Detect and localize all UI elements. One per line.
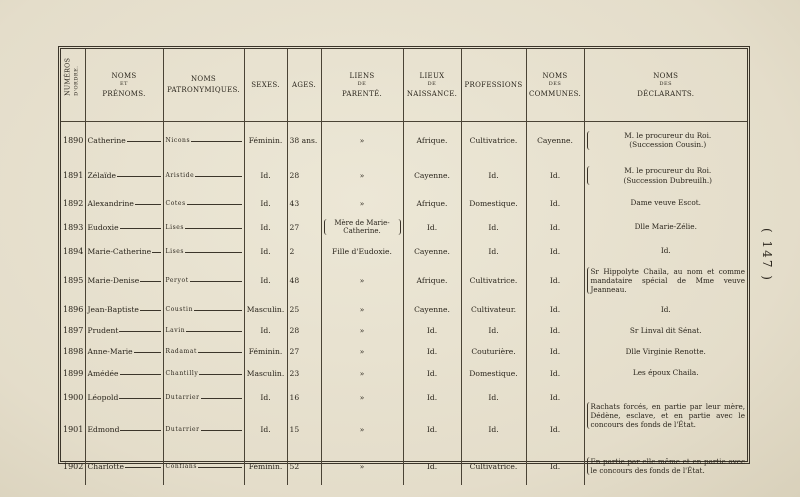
page-number: ( 147 ) bbox=[760, 228, 774, 282]
row-declarant: M. le procureur du Roi. (Succession Dubreuilh.) bbox=[584, 159, 747, 192]
row-naissance: Cayenne. bbox=[403, 159, 461, 192]
row-lien: Mère de Marie-Catherine. bbox=[321, 214, 403, 240]
row-age: 43 bbox=[287, 192, 321, 214]
row-patronyme: Dutarrier bbox=[163, 411, 244, 447]
row-profession: Domestique. bbox=[461, 192, 526, 214]
row-patronyme: Peryot bbox=[163, 262, 244, 299]
row-naissance: Id. bbox=[403, 320, 461, 341]
row-commune: Id. bbox=[526, 159, 584, 192]
row-sexe: Masculin. bbox=[244, 299, 287, 320]
row-age: 2 bbox=[287, 240, 321, 262]
row-naissance: Id. bbox=[403, 411, 461, 447]
row-sexe: Id. bbox=[244, 240, 287, 262]
table-row bbox=[61, 240, 747, 262]
row-commune: Cayenne. bbox=[526, 121, 584, 159]
row-sexe: Id. bbox=[244, 384, 287, 411]
row-lien: » bbox=[321, 262, 403, 299]
row-prenom: Alexandrine bbox=[85, 192, 163, 214]
row-numero: 1902 bbox=[63, 461, 84, 471]
row-profession: Id. bbox=[461, 240, 526, 262]
row-prenom: Eudoxie bbox=[85, 214, 163, 240]
row-patronyme: Lises bbox=[163, 240, 244, 262]
row-patronyme: Nicons bbox=[163, 121, 244, 159]
table-row bbox=[61, 192, 747, 214]
row-declarant: Sr Linval dit Sénat. bbox=[584, 320, 747, 341]
row-age: 28 bbox=[287, 320, 321, 341]
row-sexe: Id. bbox=[244, 411, 287, 447]
table-row bbox=[61, 320, 747, 341]
row-prenom: Zélaïde bbox=[85, 159, 163, 192]
row-declarant-shared: Rachats forcés, en partie par leur mère, Dédène, esclave, et en partie avec le concours des fonds de l'État. bbox=[584, 384, 747, 447]
row-patronyme: Dutarrier bbox=[163, 384, 244, 411]
header-numero: NUMÉROS D'ORDRE. bbox=[61, 49, 85, 121]
row-sexe: Id. bbox=[244, 192, 287, 214]
row-sexe: Féminin. bbox=[244, 447, 287, 485]
row-age: 16 bbox=[287, 384, 321, 411]
header-row bbox=[61, 49, 747, 121]
row-declarant: Id. bbox=[584, 240, 747, 262]
row-age: 52 bbox=[287, 447, 321, 485]
row-commune: Id. bbox=[526, 362, 584, 384]
row-profession: Domestique. bbox=[461, 362, 526, 384]
row-lien: » bbox=[321, 299, 403, 320]
row-patronyme: Aristide bbox=[163, 159, 244, 192]
row-lien: » bbox=[321, 320, 403, 341]
row-lien: Fille d'Eudoxie. bbox=[321, 240, 403, 262]
row-numero: 1891 bbox=[63, 171, 84, 180]
row-profession: Id. bbox=[461, 214, 526, 240]
row-numero: 1900 bbox=[63, 393, 84, 402]
row-prenom: Marie-Catherine bbox=[85, 240, 163, 262]
header-liens: LIENS DE PARENTÉ. bbox=[321, 49, 403, 121]
table-row bbox=[61, 299, 747, 320]
row-numero: 1898 bbox=[63, 347, 84, 356]
row-numero: 1897 bbox=[63, 326, 84, 335]
row-prenom: Prudent bbox=[85, 320, 163, 341]
row-prenom: Charlotte bbox=[85, 447, 163, 485]
row-age: 28 bbox=[287, 159, 321, 192]
header-noms-prenoms: NOMS ET PRÉNOMS. bbox=[85, 49, 163, 121]
row-sexe: Féminin. bbox=[244, 341, 287, 362]
row-lien: » bbox=[321, 192, 403, 214]
row-naissance: Afrique. bbox=[403, 192, 461, 214]
row-declarant: Dlle Virginie Renotte. bbox=[584, 341, 747, 362]
row-commune: Id. bbox=[526, 192, 584, 214]
row-commune: Id. bbox=[526, 320, 584, 341]
row-commune: Id. bbox=[526, 299, 584, 320]
header-communes: NOMS DES COMMUNES. bbox=[526, 49, 584, 121]
table-row bbox=[61, 384, 747, 411]
row-profession: Cultivateur. bbox=[461, 299, 526, 320]
row-numero: 1893 bbox=[63, 222, 84, 232]
row-age: 25 bbox=[287, 299, 321, 320]
row-sexe: Id. bbox=[244, 262, 287, 299]
header-noms-patronymiques: NOMS PATRONYMIQUES. bbox=[163, 49, 244, 121]
table-row bbox=[61, 262, 747, 299]
row-profession: Cultivatrice. bbox=[461, 447, 526, 485]
row-commune: Id. bbox=[526, 341, 584, 362]
row-patronyme: Lises bbox=[163, 214, 244, 240]
row-naissance: Id. bbox=[403, 214, 461, 240]
row-lien: » bbox=[321, 362, 403, 384]
row-prenom: Amédée bbox=[85, 362, 163, 384]
row-sexe: Masculin. bbox=[244, 362, 287, 384]
row-prenom: Edmond bbox=[85, 411, 163, 447]
row-profession: Cultivatrice. bbox=[461, 121, 526, 159]
row-sexe: Id. bbox=[244, 214, 287, 240]
table-row bbox=[61, 447, 747, 485]
row-age: 48 bbox=[287, 262, 321, 299]
row-profession: Id. bbox=[461, 411, 526, 447]
row-age: 15 bbox=[287, 411, 321, 447]
row-patronyme: Lavin bbox=[163, 320, 244, 341]
row-naissance: Afrique. bbox=[403, 121, 461, 159]
row-profession: Couturière. bbox=[461, 341, 526, 362]
row-declarant: Les époux Chaila. bbox=[584, 362, 747, 384]
row-age: 27 bbox=[287, 214, 321, 240]
table-row bbox=[61, 214, 747, 240]
table-row bbox=[61, 362, 747, 384]
row-lien: » bbox=[321, 411, 403, 447]
row-numero: 1899 bbox=[63, 368, 84, 378]
row-declarant: M. le procureur du Roi. (Succession Cousin.) bbox=[584, 121, 747, 159]
row-lien: » bbox=[321, 384, 403, 411]
row-age: 38 ans. bbox=[287, 121, 321, 159]
row-patronyme: Cotes bbox=[163, 192, 244, 214]
row-numero: 1901 bbox=[63, 424, 84, 434]
header-professions: PROFESSIONS bbox=[461, 49, 526, 121]
row-profession: Id. bbox=[461, 320, 526, 341]
register-table bbox=[61, 49, 747, 485]
row-age: 27 bbox=[287, 341, 321, 362]
row-declarant: Dame veuve Escot. bbox=[584, 192, 747, 214]
row-naissance: Id. bbox=[403, 362, 461, 384]
row-commune: Id. bbox=[526, 240, 584, 262]
row-lien: » bbox=[321, 159, 403, 192]
row-patronyme: Coustin bbox=[163, 299, 244, 320]
row-patronyme: Conflans bbox=[163, 447, 244, 485]
row-prenom: Jean-Baptiste bbox=[85, 299, 163, 320]
row-lien: » bbox=[321, 121, 403, 159]
row-patronyme: Chantilly bbox=[163, 362, 244, 384]
row-declarant: Sr Hippolyte Chaila, au nom et comme mandataire spécial de Mme veuve Jeanneau. bbox=[584, 262, 747, 299]
row-naissance: Cayenne. bbox=[403, 299, 461, 320]
row-declarant: En partie par elle-même et en partie avec le concours des fonds de l'État. bbox=[584, 447, 747, 485]
row-prenom: Anne-Marie bbox=[85, 341, 163, 362]
row-numero: 1896 bbox=[63, 305, 84, 314]
row-commune: Id. bbox=[526, 262, 584, 299]
row-naissance: Id. bbox=[403, 384, 461, 411]
row-declarant: Id. bbox=[584, 299, 747, 320]
row-naissance: Cayenne. bbox=[403, 240, 461, 262]
row-numero: 1894 bbox=[63, 246, 84, 256]
row-prenom: Catherine bbox=[85, 121, 163, 159]
row-declarant: Dlle Marie-Zélie. bbox=[584, 214, 747, 240]
row-numero: 1890 bbox=[63, 135, 84, 145]
table-row bbox=[61, 159, 747, 192]
row-sexe: Id. bbox=[244, 320, 287, 341]
header-lieux: LIEUX DE NAISSANCE. bbox=[403, 49, 461, 121]
row-sexe: Id. bbox=[244, 159, 287, 192]
row-profession: Id. bbox=[461, 159, 526, 192]
row-lien: » bbox=[321, 447, 403, 485]
row-age: 23 bbox=[287, 362, 321, 384]
row-commune: Id. bbox=[526, 411, 584, 447]
row-sexe: Féminin. bbox=[244, 121, 287, 159]
row-numero: 1895 bbox=[63, 276, 84, 285]
header-ages: AGES. bbox=[287, 49, 321, 121]
row-prenom: Léopold bbox=[85, 384, 163, 411]
row-numero: 1892 bbox=[63, 198, 84, 208]
row-commune: Id. bbox=[526, 447, 584, 485]
row-naissance: Id. bbox=[403, 447, 461, 485]
row-lien: » bbox=[321, 341, 403, 362]
row-commune: Id. bbox=[526, 384, 584, 411]
row-naissance: Afrique. bbox=[403, 262, 461, 299]
row-patronyme: Radamat bbox=[163, 341, 244, 362]
row-commune: Id. bbox=[526, 214, 584, 240]
table-row bbox=[61, 121, 747, 159]
row-prenom: Marie-Denise bbox=[85, 262, 163, 299]
row-profession: Cultivatrice. bbox=[461, 262, 526, 299]
table-row bbox=[61, 341, 747, 362]
row-profession: Id. bbox=[461, 384, 526, 411]
header-sexes: SEXES. bbox=[244, 49, 287, 121]
header-declarants: NOMS DES DÉCLARANTS. bbox=[584, 49, 747, 121]
row-naissance: Id. bbox=[403, 341, 461, 362]
